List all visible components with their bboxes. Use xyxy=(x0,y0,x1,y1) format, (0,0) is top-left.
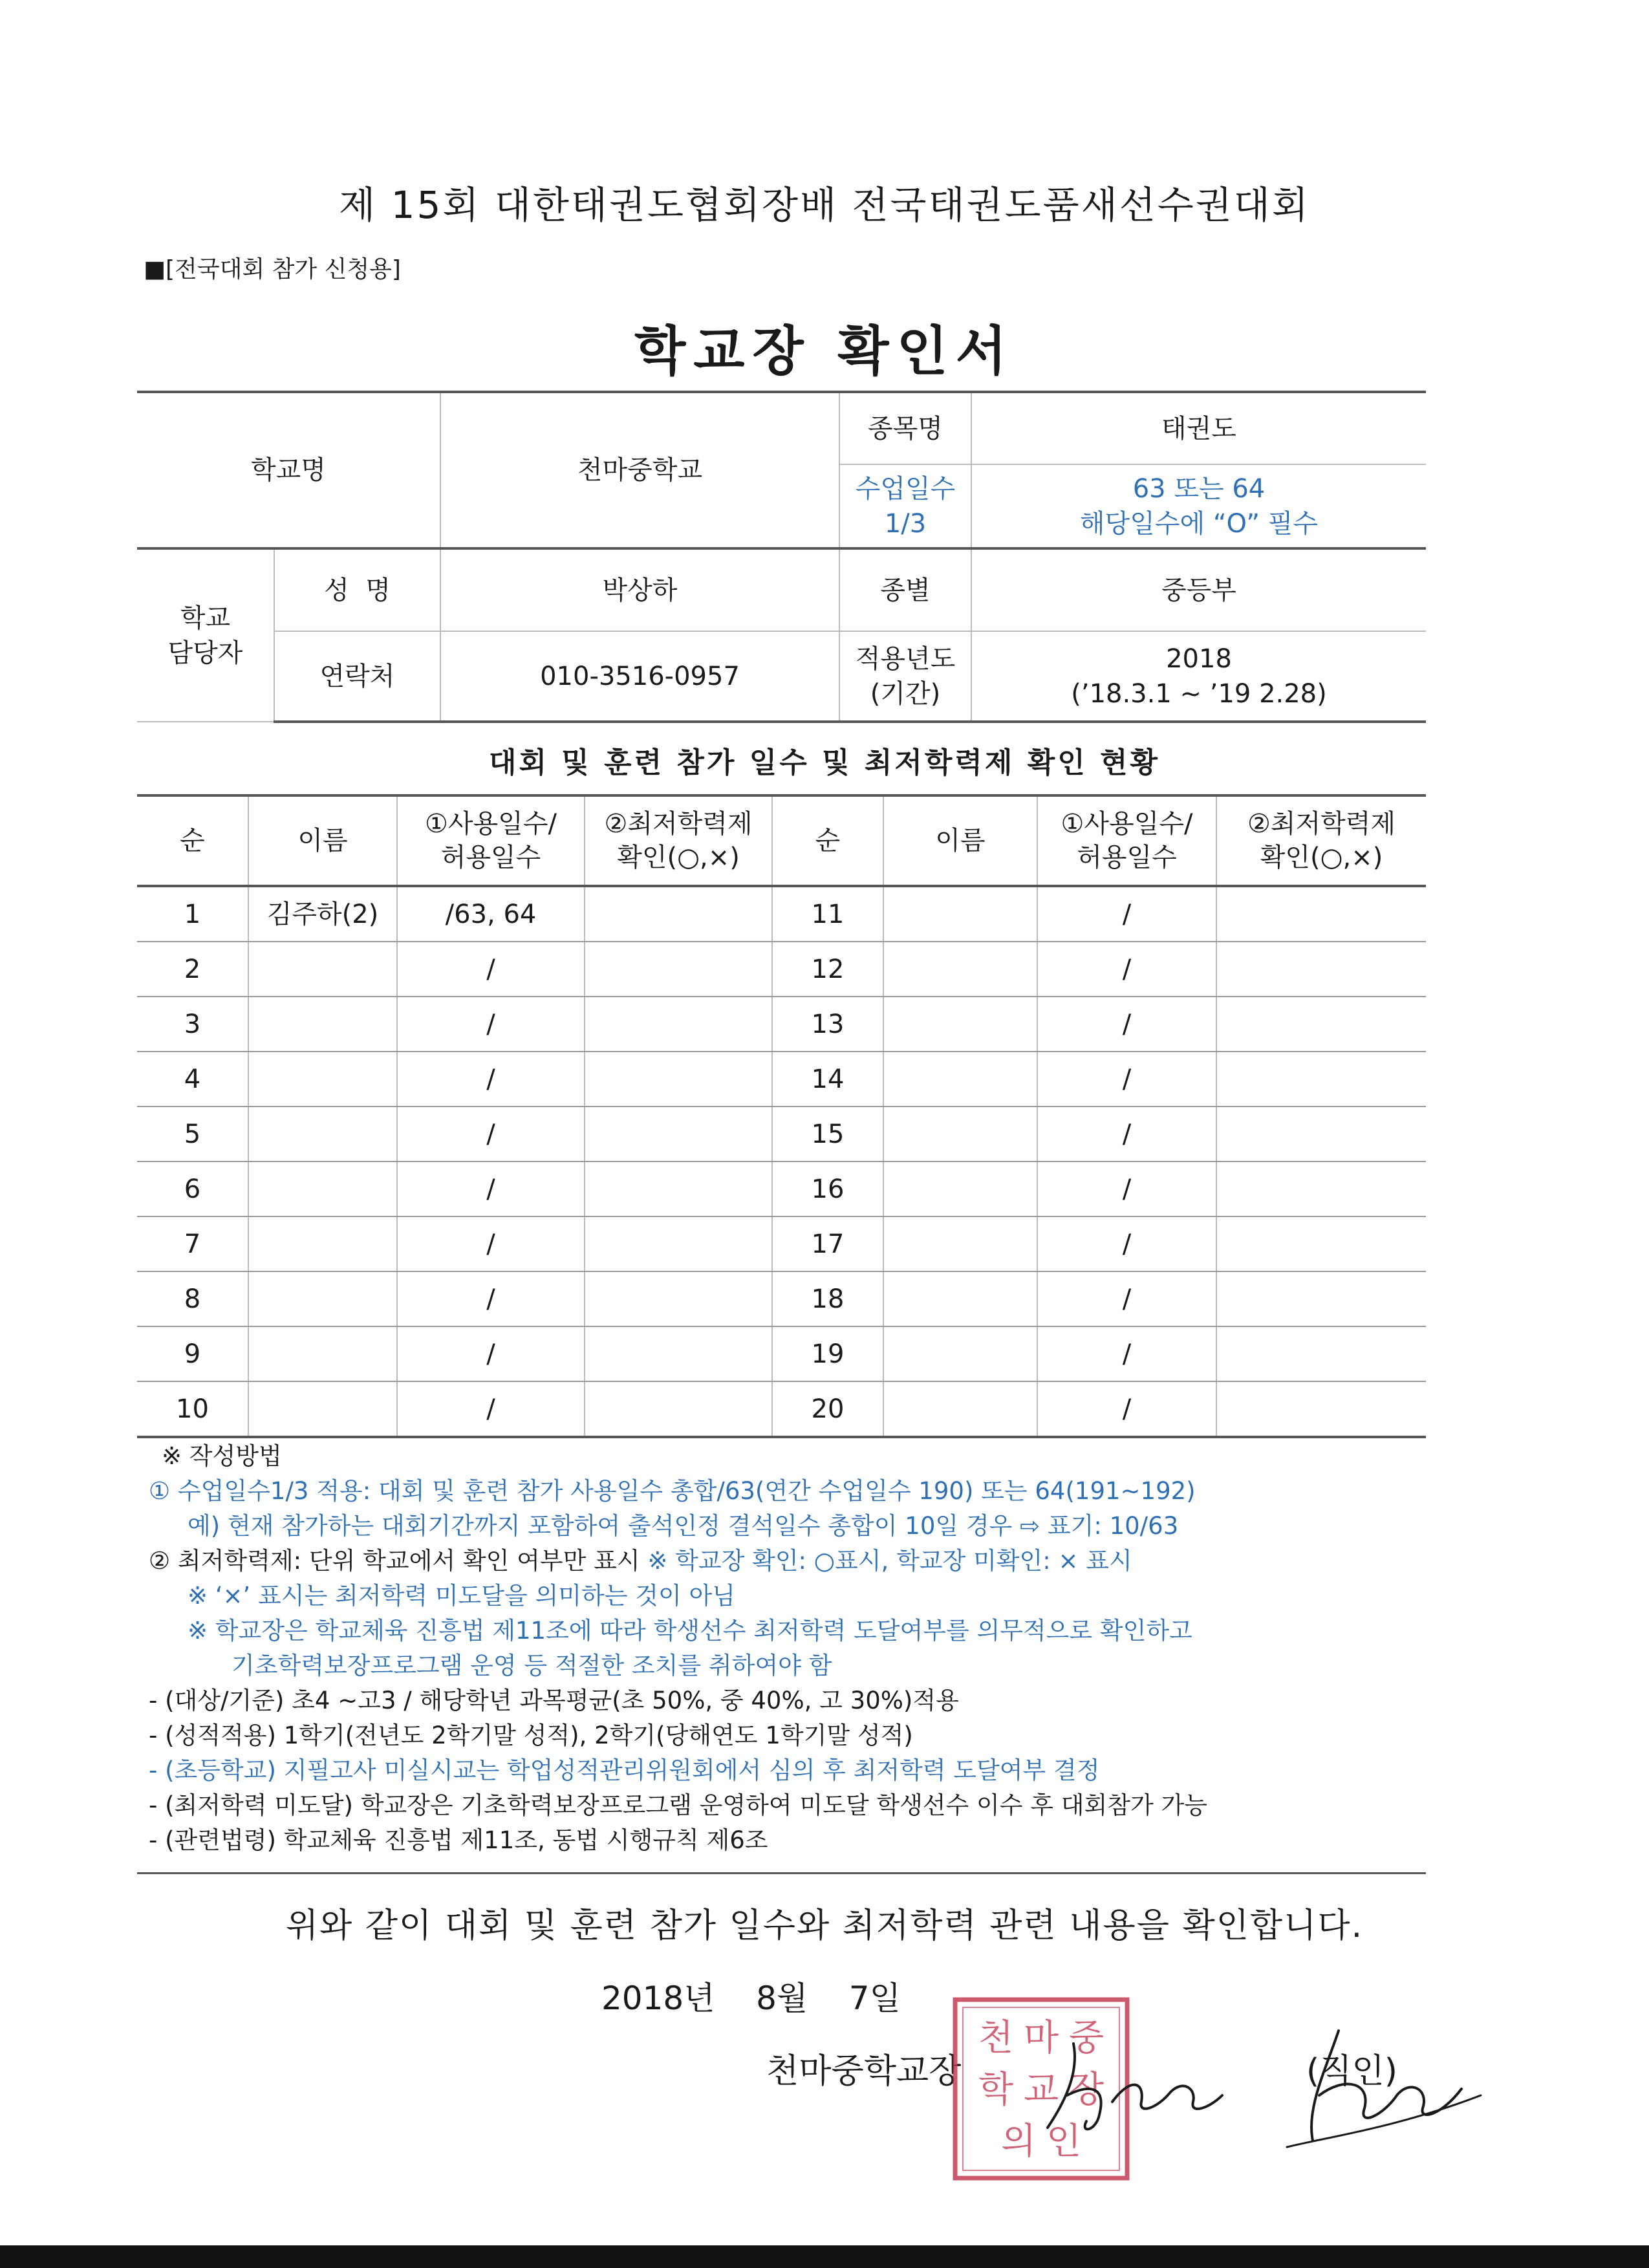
contact-label-line2: 담당자 xyxy=(167,638,243,668)
roster-table xyxy=(137,794,1426,1438)
student-name-right xyxy=(883,1271,1037,1326)
signing-date: 2018년 8월 7일 xyxy=(601,1980,901,2017)
check-right xyxy=(1216,886,1426,942)
header-no-right: 순 xyxy=(772,795,883,886)
header-name-left: 이름 xyxy=(248,795,397,886)
row-number-left: 3 xyxy=(137,997,248,1052)
signature-stroke-2 xyxy=(1112,2085,1222,2109)
days-left: / xyxy=(397,1326,585,1381)
event-label: 종목명 xyxy=(839,392,971,464)
contact-label-line1: 학교 xyxy=(180,603,231,633)
check-right xyxy=(1216,942,1426,997)
days-left: / xyxy=(397,1381,585,1437)
check-left xyxy=(585,942,772,997)
name-value: 박상하 xyxy=(440,548,839,631)
signature-underline xyxy=(1287,2095,1481,2147)
phone-value: 010-3516-0957 xyxy=(440,631,839,722)
student-name-left xyxy=(248,942,397,997)
principal-name: 천마중학교장 xyxy=(766,2052,962,2091)
instruction-line xyxy=(149,1474,1442,1509)
seal-glyph: 의 xyxy=(1000,2121,1037,2163)
table-row xyxy=(137,997,1426,1052)
class-days-label-text: 수업일수 xyxy=(855,473,956,504)
check-right xyxy=(1216,1107,1426,1161)
days-right: / xyxy=(1037,1216,1216,1271)
days-left: / xyxy=(397,997,585,1052)
form-title: 학교장 확인서 xyxy=(634,321,1015,382)
seal-glyph: 중 xyxy=(1068,2017,1105,2059)
check-right xyxy=(1216,1326,1426,1381)
info-table xyxy=(137,391,1426,723)
row-number-right: 20 xyxy=(772,1381,883,1437)
days-left: /63, 64 xyxy=(397,886,585,942)
check-right xyxy=(1216,1381,1426,1437)
year-label xyxy=(839,631,971,722)
header-check-right xyxy=(1216,795,1426,886)
year-value-cell xyxy=(971,631,1426,722)
student-name-left xyxy=(248,1326,397,1381)
row-number-right: 17 xyxy=(772,1216,883,1271)
row-number-left: 6 xyxy=(137,1161,248,1216)
class-days-label xyxy=(839,464,971,548)
student-name-right xyxy=(883,1326,1037,1381)
header-days-left xyxy=(397,795,585,886)
divider xyxy=(137,1872,1426,1874)
division-label: 종별 xyxy=(839,548,971,631)
instruction-line xyxy=(149,1579,1442,1614)
table-row xyxy=(137,1381,1426,1437)
instruction-text: - (대상/기준) 초4 ~고3 / 해당학년 과목평균(초 50%, 중 40%, 고 30%)적용 xyxy=(149,1687,959,1714)
document-title: 제 15회 대한태권도협회장배 전국태권도품새선수권대회 xyxy=(339,183,1310,227)
seal-note: (직인) xyxy=(1306,2052,1398,2091)
division-value: 중등부 xyxy=(971,548,1426,631)
header-days-line1: ①사용일수/ xyxy=(425,809,557,839)
check-right xyxy=(1216,1271,1426,1326)
days-right: / xyxy=(1037,1326,1216,1381)
days-left: / xyxy=(397,1052,585,1107)
seal-glyph: 마 xyxy=(1023,2017,1059,2059)
check-left xyxy=(585,1381,772,1437)
header-check-line1: ②최저학력제 xyxy=(604,809,753,839)
school-value: 천마중학교 xyxy=(440,392,839,548)
check-left xyxy=(585,1216,772,1271)
row-number-right: 11 xyxy=(772,886,883,942)
instruction-line xyxy=(149,1509,1442,1544)
row-number-left: 8 xyxy=(137,1271,248,1326)
check-left xyxy=(585,997,772,1052)
student-name-left xyxy=(248,1216,397,1271)
check-left xyxy=(585,1271,772,1326)
seal-glyph: 장 xyxy=(1068,2069,1105,2111)
class-days-note: 해당일수에 “O” 필수 xyxy=(1079,508,1319,539)
instruction-text: ① 수업일수1/3 적용: 대회 및 훈련 참가 사용일수 총합/63(연간 수업일수 190) 또는 64(191~192) xyxy=(149,1477,1196,1505)
row-number-left: 4 xyxy=(137,1052,248,1107)
instruction-text: ※ ‘×’ 표시는 최저학력 미도달을 의미하는 것이 아님 xyxy=(188,1582,735,1610)
year-label-line2: (기간) xyxy=(870,678,941,709)
row-number-right: 16 xyxy=(772,1161,883,1216)
instruction-text: ※ 학교장은 학교체육 진흥법 제11조에 따라 학생선수 최저학력 도달여부를 의무적으로 확인하고 xyxy=(188,1617,1192,1645)
check-left xyxy=(585,1107,772,1161)
check-left xyxy=(585,1326,772,1381)
header-days-line2: 허용일수 xyxy=(440,843,541,872)
row-number-left: 1 xyxy=(137,886,248,942)
days-right: / xyxy=(1037,1271,1216,1326)
row-number-left: 5 xyxy=(137,1107,248,1161)
header-days-line2: 허용일수 xyxy=(1077,843,1177,872)
roster-body xyxy=(137,886,1426,1437)
table-row xyxy=(137,1161,1426,1216)
school-label: 학교명 xyxy=(137,392,440,548)
table-row xyxy=(137,1216,1426,1271)
instruction-line xyxy=(149,1544,1442,1579)
instruction-text: ② 최저학력제: 단위 학교에서 확인 여부만 표시 xyxy=(149,1547,640,1575)
instruction-text: - (성적적용) 1학기(전년도 2학기말 성적), 2학기(당해연도 1학기말 성적) xyxy=(149,1722,913,1749)
header-check-line1: ②최저학력제 xyxy=(1247,809,1396,839)
instruction-text: - (관련법령) 학교체육 진흥법 제11조, 동법 시행규칙 제6조 xyxy=(149,1826,768,1854)
header-check-line2: 확인(○,×) xyxy=(617,843,740,872)
document-subtitle: ■[전국대회 참가 신청용] xyxy=(144,256,401,283)
confirmation-statement: 위와 같이 대회 및 훈련 참가 일수와 최저학력 관련 내용을 확인합니다. xyxy=(285,1906,1364,1945)
student-name-left xyxy=(248,997,397,1052)
check-right xyxy=(1216,1161,1426,1216)
table-row xyxy=(137,942,1426,997)
student-name-left xyxy=(248,1161,397,1216)
row-number-right: 12 xyxy=(772,942,883,997)
days-left: / xyxy=(397,942,585,997)
header-check-left xyxy=(585,795,772,886)
instructions-lines xyxy=(149,1474,1442,1858)
days-right: / xyxy=(1037,1107,1216,1161)
instructions xyxy=(149,1439,1442,1858)
year-label-line1: 적용년도 xyxy=(855,643,956,674)
check-left xyxy=(585,886,772,942)
row-number-left: 9 xyxy=(137,1326,248,1381)
event-value: 태권도 xyxy=(971,392,1426,464)
student-name-left xyxy=(248,1271,397,1326)
days-left: / xyxy=(397,1161,585,1216)
year-period: (’18.3.1 ~ ’19 2.28) xyxy=(1071,678,1327,709)
student-name-left: 김주하(2) xyxy=(248,886,397,942)
signature-stroke-1 xyxy=(1048,2044,1101,2129)
student-name-left xyxy=(248,1381,397,1437)
row-number-right: 18 xyxy=(772,1271,883,1326)
instruction-note: ※ 학교장 확인: ○표시, 학교장 미확인: × 표시 xyxy=(640,1547,1132,1575)
check-right xyxy=(1216,1216,1426,1271)
student-name-right xyxy=(883,1216,1037,1271)
days-right: / xyxy=(1037,1052,1216,1107)
row-number-right: 13 xyxy=(772,997,883,1052)
header-days-line1: ①사용일수/ xyxy=(1061,809,1193,839)
instruction-line xyxy=(149,1648,1442,1683)
header-days-right xyxy=(1037,795,1216,886)
instruction-text: 예) 현재 참가하는 대회기간까지 포함하여 출석인정 결석일수 총합이 10일 경우 ⇨ 표기: 10/63 xyxy=(188,1512,1179,1540)
class-days-value: 63 또는 64 xyxy=(1132,473,1266,504)
instruction-line xyxy=(149,1683,1442,1718)
days-right: / xyxy=(1037,1161,1216,1216)
check-right xyxy=(1216,997,1426,1052)
year-value: 2018 xyxy=(1166,643,1232,674)
seal-glyph: 학 xyxy=(978,2069,1014,2111)
student-name-right xyxy=(883,1052,1037,1107)
instruction-line xyxy=(149,1823,1442,1858)
contact-label xyxy=(137,548,274,722)
student-name-right xyxy=(883,886,1037,942)
days-right: / xyxy=(1037,997,1216,1052)
seal-glyph: 교 xyxy=(1023,2069,1059,2111)
row-number-left: 7 xyxy=(137,1216,248,1271)
header-check-line2: 확인(○,×) xyxy=(1260,843,1383,872)
instruction-line xyxy=(149,1753,1442,1788)
check-left xyxy=(585,1161,772,1216)
table-row xyxy=(137,1271,1426,1326)
name-label: 성 명 xyxy=(274,548,440,631)
section-title: 대회 및 훈련 참가 일수 및 최저학력제 확인 현황 xyxy=(488,746,1161,779)
student-name-right xyxy=(883,997,1037,1052)
days-left: / xyxy=(397,1107,585,1161)
phone-label: 연락처 xyxy=(274,631,440,722)
student-name-right xyxy=(883,1381,1037,1437)
table-row xyxy=(137,1326,1426,1381)
instructions-heading: ※ 작성방법 xyxy=(162,1442,282,1470)
seal-glyph: 천 xyxy=(978,2017,1014,2059)
instruction-text: - (초등학교) 지필고사 미실시교는 학업성적관리위원회에서 심의 후 최저학력 도달여부 결정 xyxy=(149,1756,1100,1784)
check-right xyxy=(1216,1052,1426,1107)
instruction-line xyxy=(149,1788,1442,1823)
check-left xyxy=(585,1052,772,1107)
student-name-left xyxy=(248,1052,397,1107)
days-left: / xyxy=(397,1271,585,1326)
seal-glyph: 인 xyxy=(1046,2121,1082,2163)
days-right: / xyxy=(1037,942,1216,997)
row-number-left: 10 xyxy=(137,1381,248,1437)
instruction-text: 기초학력보장프로그램 운영 등 적절한 조치를 취하여야 함 xyxy=(232,1652,832,1679)
instruction-line xyxy=(149,1718,1442,1753)
header-no-left: 순 xyxy=(137,795,248,886)
row-number-right: 14 xyxy=(772,1052,883,1107)
row-number-left: 2 xyxy=(137,942,248,997)
student-name-right xyxy=(883,1107,1037,1161)
row-number-right: 15 xyxy=(772,1107,883,1161)
class-days-value-cell xyxy=(971,464,1426,548)
days-right: / xyxy=(1037,1381,1216,1437)
roster-header-row xyxy=(137,795,1426,886)
student-name-right xyxy=(883,942,1037,997)
scan-edge xyxy=(0,2245,1649,2268)
header-name-right: 이름 xyxy=(883,795,1037,886)
days-right: / xyxy=(1037,886,1216,942)
table-row xyxy=(137,1052,1426,1107)
table-row xyxy=(137,1107,1426,1161)
student-name-left xyxy=(248,1107,397,1161)
row-number-right: 19 xyxy=(772,1326,883,1381)
class-days-ratio: 1/3 xyxy=(884,508,927,539)
days-left: / xyxy=(397,1216,585,1271)
instruction-line xyxy=(149,1614,1442,1648)
handwritten-signature xyxy=(1035,2018,1487,2160)
table-row xyxy=(137,886,1426,942)
instruction-text: - (최저학력 미도달) 학교장은 기초학력보장프로그램 운영하여 미도달 학생선수 이수 후 대회참가 가능 xyxy=(149,1791,1208,1819)
student-name-right xyxy=(883,1161,1037,1216)
